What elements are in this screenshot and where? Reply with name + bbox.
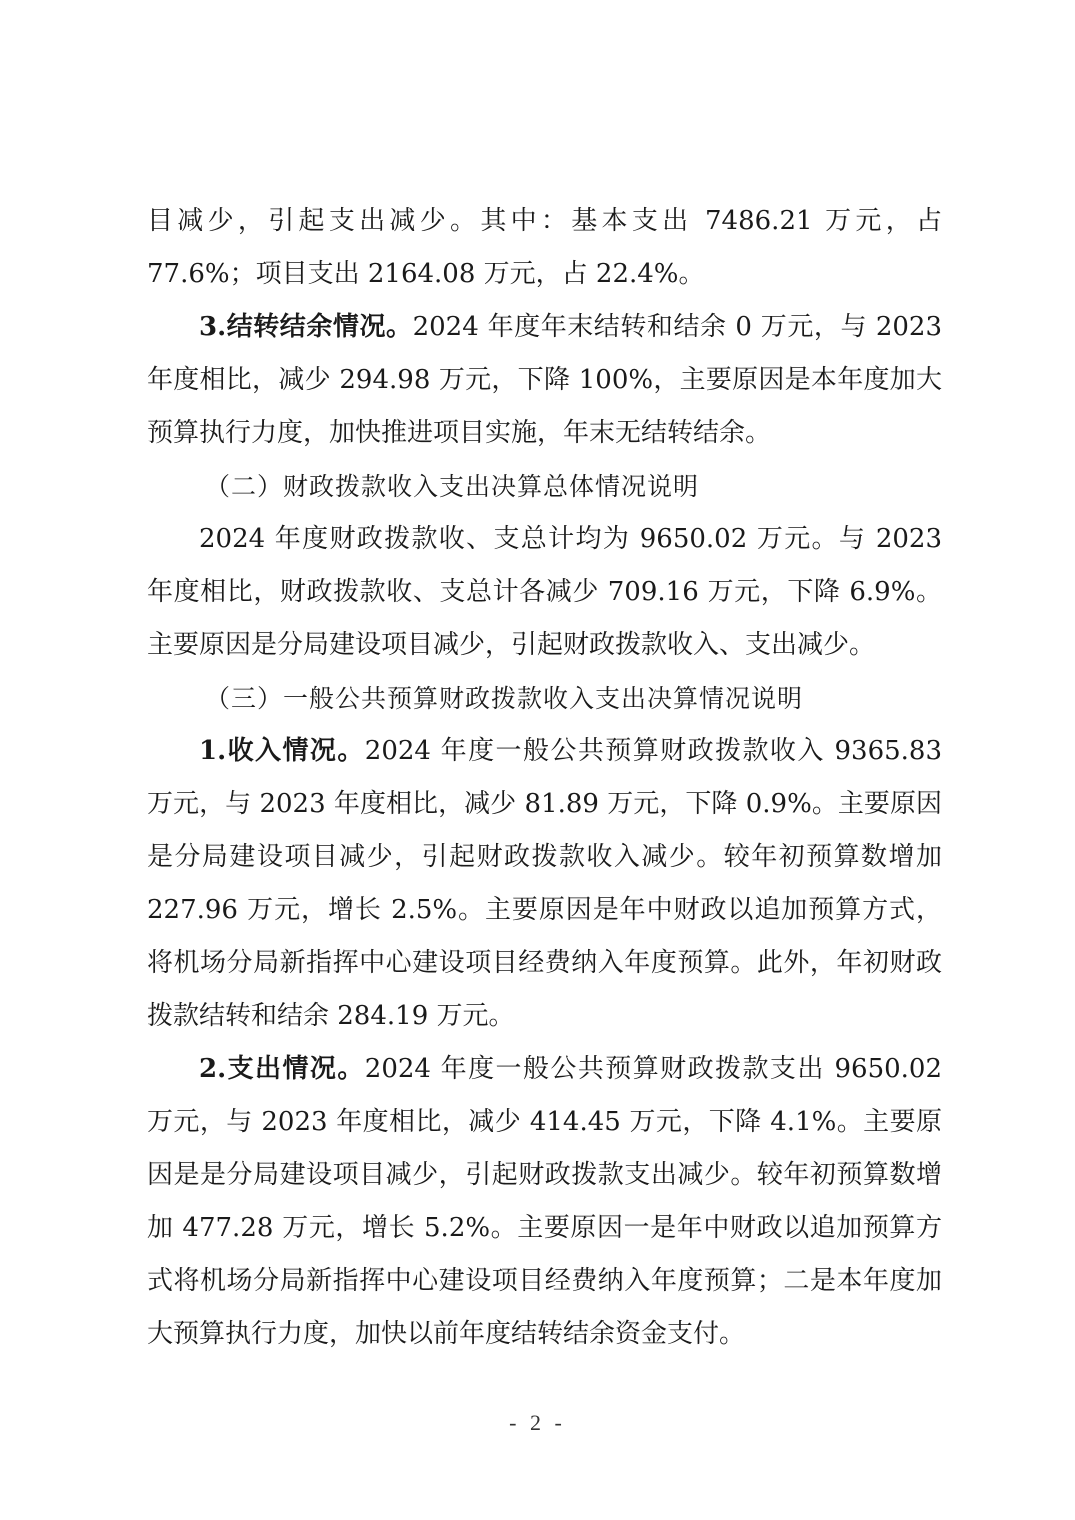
paragraph-carryover — [147, 301, 942, 460]
section-heading-2: （二）财政拨款收入支出决算总体情况说明 — [205, 472, 700, 501]
expenditure-lead: 2.支出情况。 — [199, 1054, 365, 1084]
paragraph-expenditure — [147, 1043, 942, 1361]
income-lead: 1.收入情况。 — [199, 736, 365, 766]
carryover-text: 2024 年度年末结转和结余 0 万元，与 2023 年度相比，减少 294.98 万元，下降 100%，主要原因是本年度加大预算执行力度，加快推进项目实施，年末无结转结余。 — [147, 312, 942, 448]
paragraph-continuation: 目减少，引起支出减少。其中：基本支出 7486.21 万元，占 77.6%；项目支出 2164.08 万元，占 22.4%。 — [147, 206, 942, 289]
section-heading-3: （三）一般公共预算财政拨款收入支出决算情况说明 — [205, 684, 804, 713]
expenditure-text: 2024 年度一般公共预算财政拨款支出 9650.02 万元，与 2023 年度相比，减少 414.45 万元，下降 4.1%。主要原因是是分局建设项目减少，引起财政拨款支出减少。较年初预算数增加 477.28 万元，增长 5.2%。主要原因一是年中财政以追加预算方式将机场分局新指挥中心建设项目经费纳入年度预算；二是本年度加大预算执行力度，加快以前年度结转结余资金支付。 — [147, 1054, 942, 1349]
income-text: 2024 年度一般公共预算财政拨款收入 9365.83 万元，与 2023 年度相比，减少 81.89 万元，下降 0.9%。主要原因是分局建设项目减少，引起财政拨款收入减少。较年初预算数增加 227.96 万元，增长 2.5%。主要原因是年中财政以追加预算方式，将机场分局新指挥中心建设项目经费纳入年度预算。此外，年初财政拨款结转和结余 284.19 万元。 — [147, 736, 942, 1031]
document-body — [147, 195, 942, 1361]
paragraph-section2: 2024 年度财政拨款收、支总计均为 9650.02 万元。与 2023 年度相比，财政拨款收、支总计各减少 709.16 万元，下降 6.9%。主要原因是分局建设项目减少，引起财政拨款收入、支出减少。 — [147, 524, 942, 660]
paragraph-income — [147, 725, 942, 1043]
carryover-lead: 3.结转结余情况。 — [199, 312, 413, 342]
page-number: - 2 - — [509, 1410, 566, 1435]
